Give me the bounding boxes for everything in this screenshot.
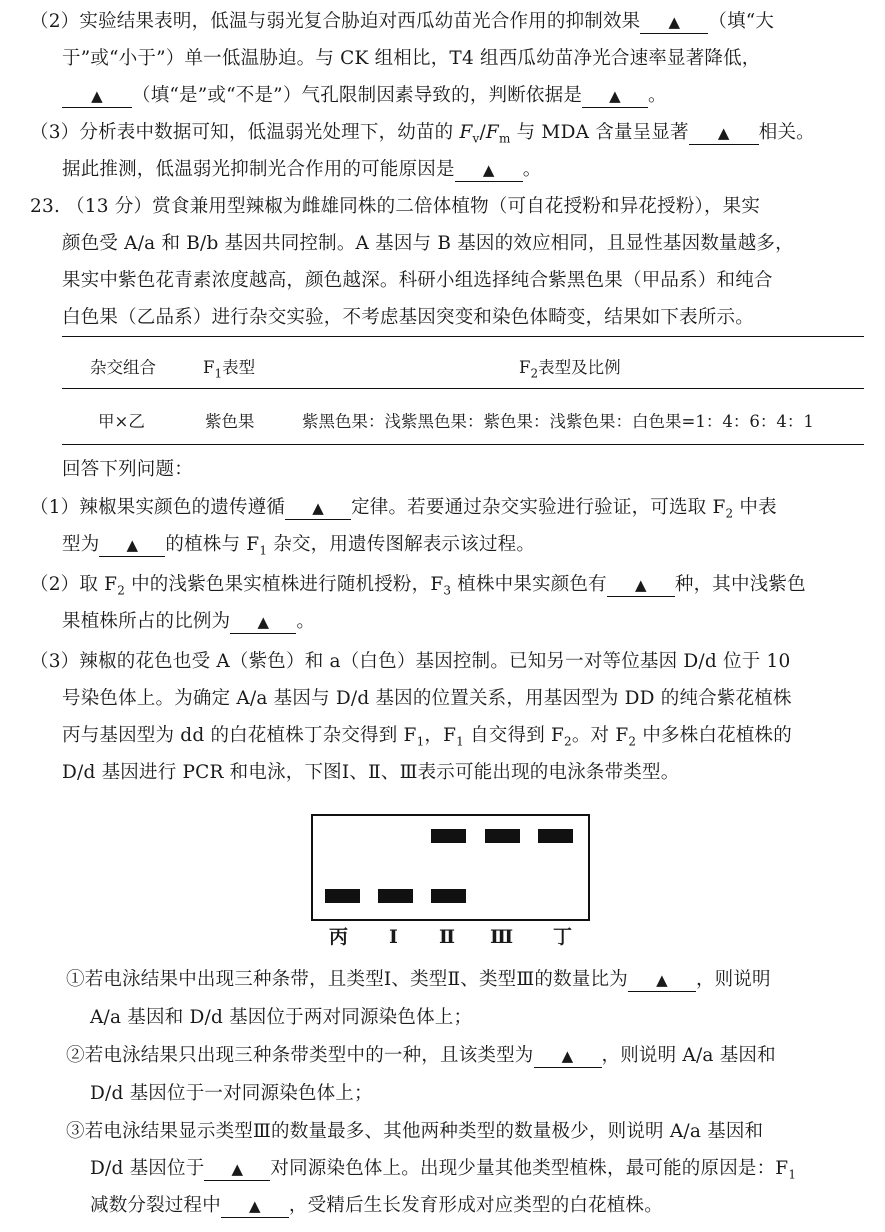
text: ②若电泳结果只出现三种条带类型中的一种，且该类型为 xyxy=(66,1045,534,1066)
q22-p3-line2 xyxy=(62,158,541,182)
text: 植株中果实颜色有 xyxy=(451,574,607,595)
text: 颜色受 A/a 和 B/b 基因共同控制。A 基因与 B 基因的效应相同，且显性基因数量越多， xyxy=(62,233,794,254)
answer-blank[interactable] xyxy=(230,612,296,634)
blank-marker: ▲ xyxy=(668,13,681,31)
gel-label-bing: 丙 xyxy=(329,926,349,948)
text: 种，其中浅紫色 xyxy=(674,574,806,595)
text: 中的浅紫色果实植株进行随机授粉，F xyxy=(125,574,444,595)
text: 型为 xyxy=(62,534,100,555)
blank-marker: ▲ xyxy=(482,161,495,179)
answer-blank[interactable] xyxy=(204,1159,270,1181)
q23-p3-line4 xyxy=(62,761,679,785)
subscript: 2 xyxy=(628,734,637,749)
table-header-f2: $F_2$表型及比例 xyxy=(519,358,621,381)
q23-intro-line3 xyxy=(62,269,773,293)
q23-s1-line1 xyxy=(66,968,771,992)
text: A/a 基因和 D/d 基因位于两对同源染色体上； xyxy=(90,1007,473,1028)
blank-marker: ▲ xyxy=(249,1197,261,1215)
subscript: m xyxy=(498,131,511,146)
q23-p3-line3 xyxy=(62,724,792,748)
subscript: 1 xyxy=(456,734,465,749)
gel-label-2: Ⅱ xyxy=(439,926,456,948)
answer-prompt xyxy=(62,458,193,482)
text: 相关。 xyxy=(758,122,815,143)
text: 中表 xyxy=(733,497,777,518)
answer-blank[interactable] xyxy=(285,498,351,520)
text: 号染色体上。为确定 A/a 基因与 D/d 基因的位置关系，用基因型为 DD 的纯合紫花植株 xyxy=(62,688,792,709)
answer-blank[interactable] xyxy=(640,12,708,34)
blank-marker: ▲ xyxy=(635,576,647,594)
text: 果植株所占的比例为 xyxy=(62,611,231,632)
subscript: 1 xyxy=(416,734,425,749)
blank-marker: ▲ xyxy=(609,87,621,105)
blank-marker: ▲ xyxy=(91,87,103,105)
text: 。对 F xyxy=(571,725,629,746)
q23-s2-line2 xyxy=(90,1082,373,1106)
q22-p2-line2 xyxy=(62,47,761,71)
q23-s3-line3 xyxy=(90,1194,663,1218)
q22-p2-line1 xyxy=(30,10,774,34)
blank-marker: ▲ xyxy=(561,1047,574,1065)
blank-marker: ▲ xyxy=(126,536,139,554)
q23-p3-line1 xyxy=(30,650,790,674)
text: 丙与基因型为 dd 的白花植株丁杂交得到 F xyxy=(62,725,417,746)
text: ，则说明 xyxy=(695,969,771,990)
q23-p1-line2 xyxy=(62,533,535,557)
q23-s1-line2 xyxy=(90,1006,472,1030)
answer-blank[interactable] xyxy=(455,160,523,182)
q23-s2-line1 xyxy=(66,1044,776,1068)
gel-band-upper-4 xyxy=(538,829,573,843)
q23-s3-line1 xyxy=(66,1120,763,1144)
q23-p2-line2 xyxy=(62,610,315,634)
formula-fv: F xyxy=(459,122,473,143)
text: 。 xyxy=(522,159,542,180)
answer-blank[interactable] xyxy=(689,123,759,145)
text: 。 xyxy=(296,611,316,632)
subscript: v xyxy=(472,131,480,146)
answer-blank[interactable] xyxy=(221,1196,289,1218)
gel-label-ding: 丁 xyxy=(553,926,573,948)
q23-p1-line1 xyxy=(30,496,777,520)
subscript: 1 xyxy=(259,543,268,558)
blank-marker: ▲ xyxy=(717,124,730,142)
blank-marker: ▲ xyxy=(656,971,668,989)
gel-label-1: Ⅰ xyxy=(389,926,398,948)
answer-blank[interactable] xyxy=(99,535,165,557)
text: （3）分析表中数据可知，低温弱光处理下，幼苗的 xyxy=(30,122,460,143)
table-header-cross: 杂交组合 xyxy=(90,358,156,377)
text: （2）取 F xyxy=(30,574,118,595)
text: （3）辣椒的花色也受 A（紫色）和 a（白色）基因控制。已知另一对等位基因 D/d 位于 10 xyxy=(30,651,791,672)
blank-marker: ▲ xyxy=(231,1160,244,1178)
subscript: 1 xyxy=(788,1167,797,1182)
blank-marker: ▲ xyxy=(312,499,324,517)
answer-blank[interactable] xyxy=(607,575,675,597)
table-cell-cross: 甲×乙 xyxy=(98,412,145,431)
gel-band-upper-3 xyxy=(485,829,520,843)
table-bottom-rule xyxy=(62,444,864,445)
subscript: 2 xyxy=(564,734,572,749)
table-header-f1: $F_1$表型 xyxy=(203,358,256,381)
text: 对同源染色体上。出现少量其他类型植株，最可能的原因是：F xyxy=(270,1158,789,1179)
text: D/d 基因进行 PCR 和电泳，下图Ⅰ、Ⅱ、Ⅲ表示可能出现的电泳条带类型。 xyxy=(62,762,680,783)
text: 回答下列问题： xyxy=(62,459,193,480)
text: ①若电泳结果中出现三种条带，且类型Ⅰ、类型Ⅱ、类型Ⅲ的数量比为 xyxy=(66,969,628,990)
text: D/d 基因位于一对同源染色体上； xyxy=(90,1083,373,1104)
text: 23. （13 分）赏食兼用型辣椒为雌雄同株的二倍体植物（可自花授粉和异花授粉），果实 xyxy=(30,196,761,217)
text: （填“是”或“不是”）气孔限制因素导致的，判断依据是 xyxy=(132,85,583,106)
text: 杂交，用遗传图解表示该过程。 xyxy=(267,534,536,555)
answer-blank[interactable] xyxy=(534,1046,602,1068)
text: 定律。若要通过杂交实验进行验证，可选取 F xyxy=(351,497,726,518)
q23-intro-line2 xyxy=(62,232,794,256)
q23-intro-line1 xyxy=(30,195,760,219)
q23-p3-line2 xyxy=(62,687,792,711)
q23-p2-line1 xyxy=(30,573,806,597)
subscript: 2 xyxy=(725,506,734,521)
text: ③若电泳结果显示类型Ⅲ的数量最多、其他两种类型的数量极少，则说明 A/a 基因和 xyxy=(66,1121,764,1142)
gel-label-3: Ⅲ xyxy=(490,926,514,948)
subscript: 2 xyxy=(117,583,126,598)
text: D/d 基因位于 xyxy=(90,1158,205,1179)
table-cell-f2-ratio: 紫黑色果：浅紫黑色果：紫色果：浅紫色果：白色果=1：4：6：4：1 xyxy=(302,412,814,431)
text: 白色果（乙品系）进行杂交实验，不考虑基因突变和染色体畸变，结果如下表所示。 xyxy=(62,307,754,328)
text: 果实中紫色花青素浓度越高，颜色越深。科研小组选择纯合紫黑色果（甲品系）和纯合 xyxy=(62,270,773,291)
text: 中多株白花植株的 xyxy=(636,725,792,746)
gel-band-upper-2 xyxy=(431,829,466,843)
answer-blank[interactable] xyxy=(62,86,132,108)
gel-band-lower-1 xyxy=(378,889,413,903)
text: 自交得到 F xyxy=(464,725,565,746)
text: （1）辣椒果实颜色的遗传遵循 xyxy=(30,497,286,518)
text: 。 xyxy=(648,85,667,106)
table-mid-rule xyxy=(62,388,864,389)
gel-band-lower-2 xyxy=(431,889,466,903)
blank-marker: ▲ xyxy=(257,613,270,631)
text: ，受精后生长发育形成对应类型的白花植株。 xyxy=(288,1195,663,1216)
text: （2）实验结果表明，低温与弱光复合胁迫对西瓜幼苗光合作用的抑制效果 xyxy=(30,11,641,32)
q22-p3-line1 xyxy=(30,121,815,145)
q23-s3-line2 xyxy=(90,1157,796,1181)
text: ，F xyxy=(424,725,457,746)
text: 与 MDA 含量呈显著 xyxy=(510,122,689,143)
table-top-rule xyxy=(62,336,864,337)
formula-fm: F xyxy=(485,122,499,143)
answer-blank[interactable] xyxy=(582,86,648,108)
subscript: 3 xyxy=(443,583,452,598)
q23-intro-line4 xyxy=(62,306,754,330)
gel-band-lower-0 xyxy=(325,889,360,903)
text: 的植株与 F xyxy=(165,534,260,555)
gel-diagram xyxy=(311,814,590,921)
text: / xyxy=(479,122,486,143)
text: （填“大 xyxy=(708,11,775,32)
text: 据此推测，低温弱光抑制光合作用的可能原因是 xyxy=(62,159,455,180)
table-cell-f1: 紫色果 xyxy=(205,412,255,431)
text: 减数分裂过程中 xyxy=(90,1195,221,1216)
text: ，则说明 A/a 基因和 xyxy=(601,1045,776,1066)
q22-p2-line3 xyxy=(62,84,667,108)
answer-blank[interactable] xyxy=(628,970,696,992)
text: 于”或“小于”）单一低温胁迫。与 CK 组相比，T4 组西瓜幼苗净光合速率显著降低， xyxy=(62,48,761,69)
